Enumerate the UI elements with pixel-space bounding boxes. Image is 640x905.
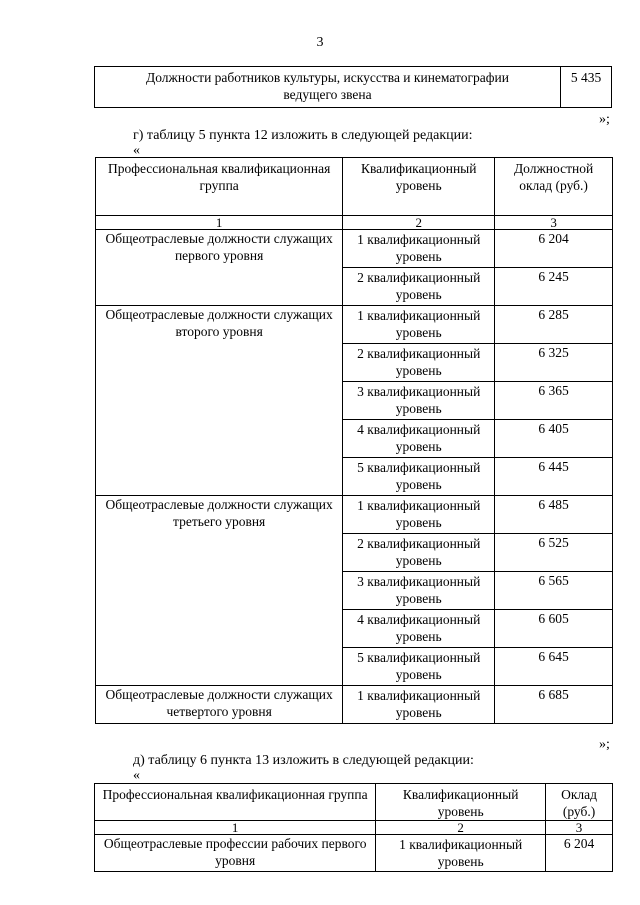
column-number: 3 [495,216,613,230]
column-header: Должностной оклад (руб.) [495,158,613,216]
close-mark-1: »; [599,112,610,127]
top-table-label: Должности работников культуры, искусства и кинематографии ведущего звена [95,67,561,108]
column-number-row [96,216,613,230]
salary-value: 6 445 [495,458,613,496]
column-header: Квалификационный уровень [376,784,546,821]
qualification-level: 2 квалификационный уровень [343,268,495,306]
salary-value: 6 245 [495,268,613,306]
qualification-level: 5 квалификационный уровень [343,648,495,686]
salary-value: 6 285 [495,306,613,344]
column-number: 1 [95,821,376,835]
open-quote-1: « [133,143,140,158]
salary-value: 6 645 [495,648,613,686]
qualification-level: 3 квалификационный уровень [343,382,495,420]
table5 [95,157,613,724]
column-number: 2 [343,216,495,230]
salary-value: 6 365 [495,382,613,420]
column-number-row [95,821,613,835]
table-row [96,306,613,344]
salary-value: 6 565 [495,572,613,610]
qualification-level: 4 квалификационный уровень [343,420,495,458]
salary-value: 6 525 [495,534,613,572]
group-name: Общеотраслевые должности служащих первого уровня [96,230,343,306]
open-quote-2: « [133,768,140,783]
qualification-level: 2 квалификационный уровень [343,534,495,572]
table6 [94,783,613,872]
column-header: Профессиональная квалификационная группа [96,158,343,216]
table-row [96,496,613,534]
qualification-level: 1 квалификационный уровень [376,835,546,872]
column-header: Профессиональная квалификационная группа [95,784,376,821]
paragraph-d: д) таблицу 6 пункта 13 изложить в следующей редакции: [133,753,474,768]
table-row [95,835,613,872]
qualification-level: 2 квалификационный уровень [343,344,495,382]
salary-value: 6 325 [495,344,613,382]
group-name: Общеотраслевые должности служащих четвертого уровня [96,686,343,724]
salary-value: 6 485 [495,496,613,534]
group-name: Общеотраслевые профессии рабочих первого уровня [95,835,376,872]
qualification-level: 3 квалификационный уровень [343,572,495,610]
qualification-level: 1 квалификационный уровень [343,306,495,344]
column-header: Оклад (руб.) [546,784,613,821]
qualification-level: 5 квалификационный уровень [343,458,495,496]
table-header-row [95,784,613,821]
column-number: 1 [96,216,343,230]
qualification-level: 1 квалификационный уровень [343,686,495,724]
salary-value: 6 605 [495,610,613,648]
qualification-level: 1 квалификационный уровень [343,496,495,534]
salary-value: 6 685 [495,686,613,724]
qualification-level: 4 квалификационный уровень [343,610,495,648]
close-mark-2: »; [599,737,610,752]
table-row [96,686,613,724]
salary-value: 6 204 [495,230,613,268]
qualification-level: 1 квалификационный уровень [343,230,495,268]
page-number: 3 [316,35,324,50]
paragraph-g: г) таблицу 5 пункта 12 изложить в следующей редакции: [133,128,473,143]
top-table [94,66,612,108]
table-header-row [96,158,613,216]
top-table-value: 5 435 [561,67,612,108]
salary-value: 6 204 [546,835,613,872]
salary-value: 6 405 [495,420,613,458]
table-row [96,230,613,268]
group-name: Общеотраслевые должности служащих второго уровня [96,306,343,496]
column-number: 3 [546,821,613,835]
column-header: Квалификационный уровень [343,158,495,216]
group-name: Общеотраслевые должности служащих третьего уровня [96,496,343,686]
column-number: 2 [376,821,546,835]
